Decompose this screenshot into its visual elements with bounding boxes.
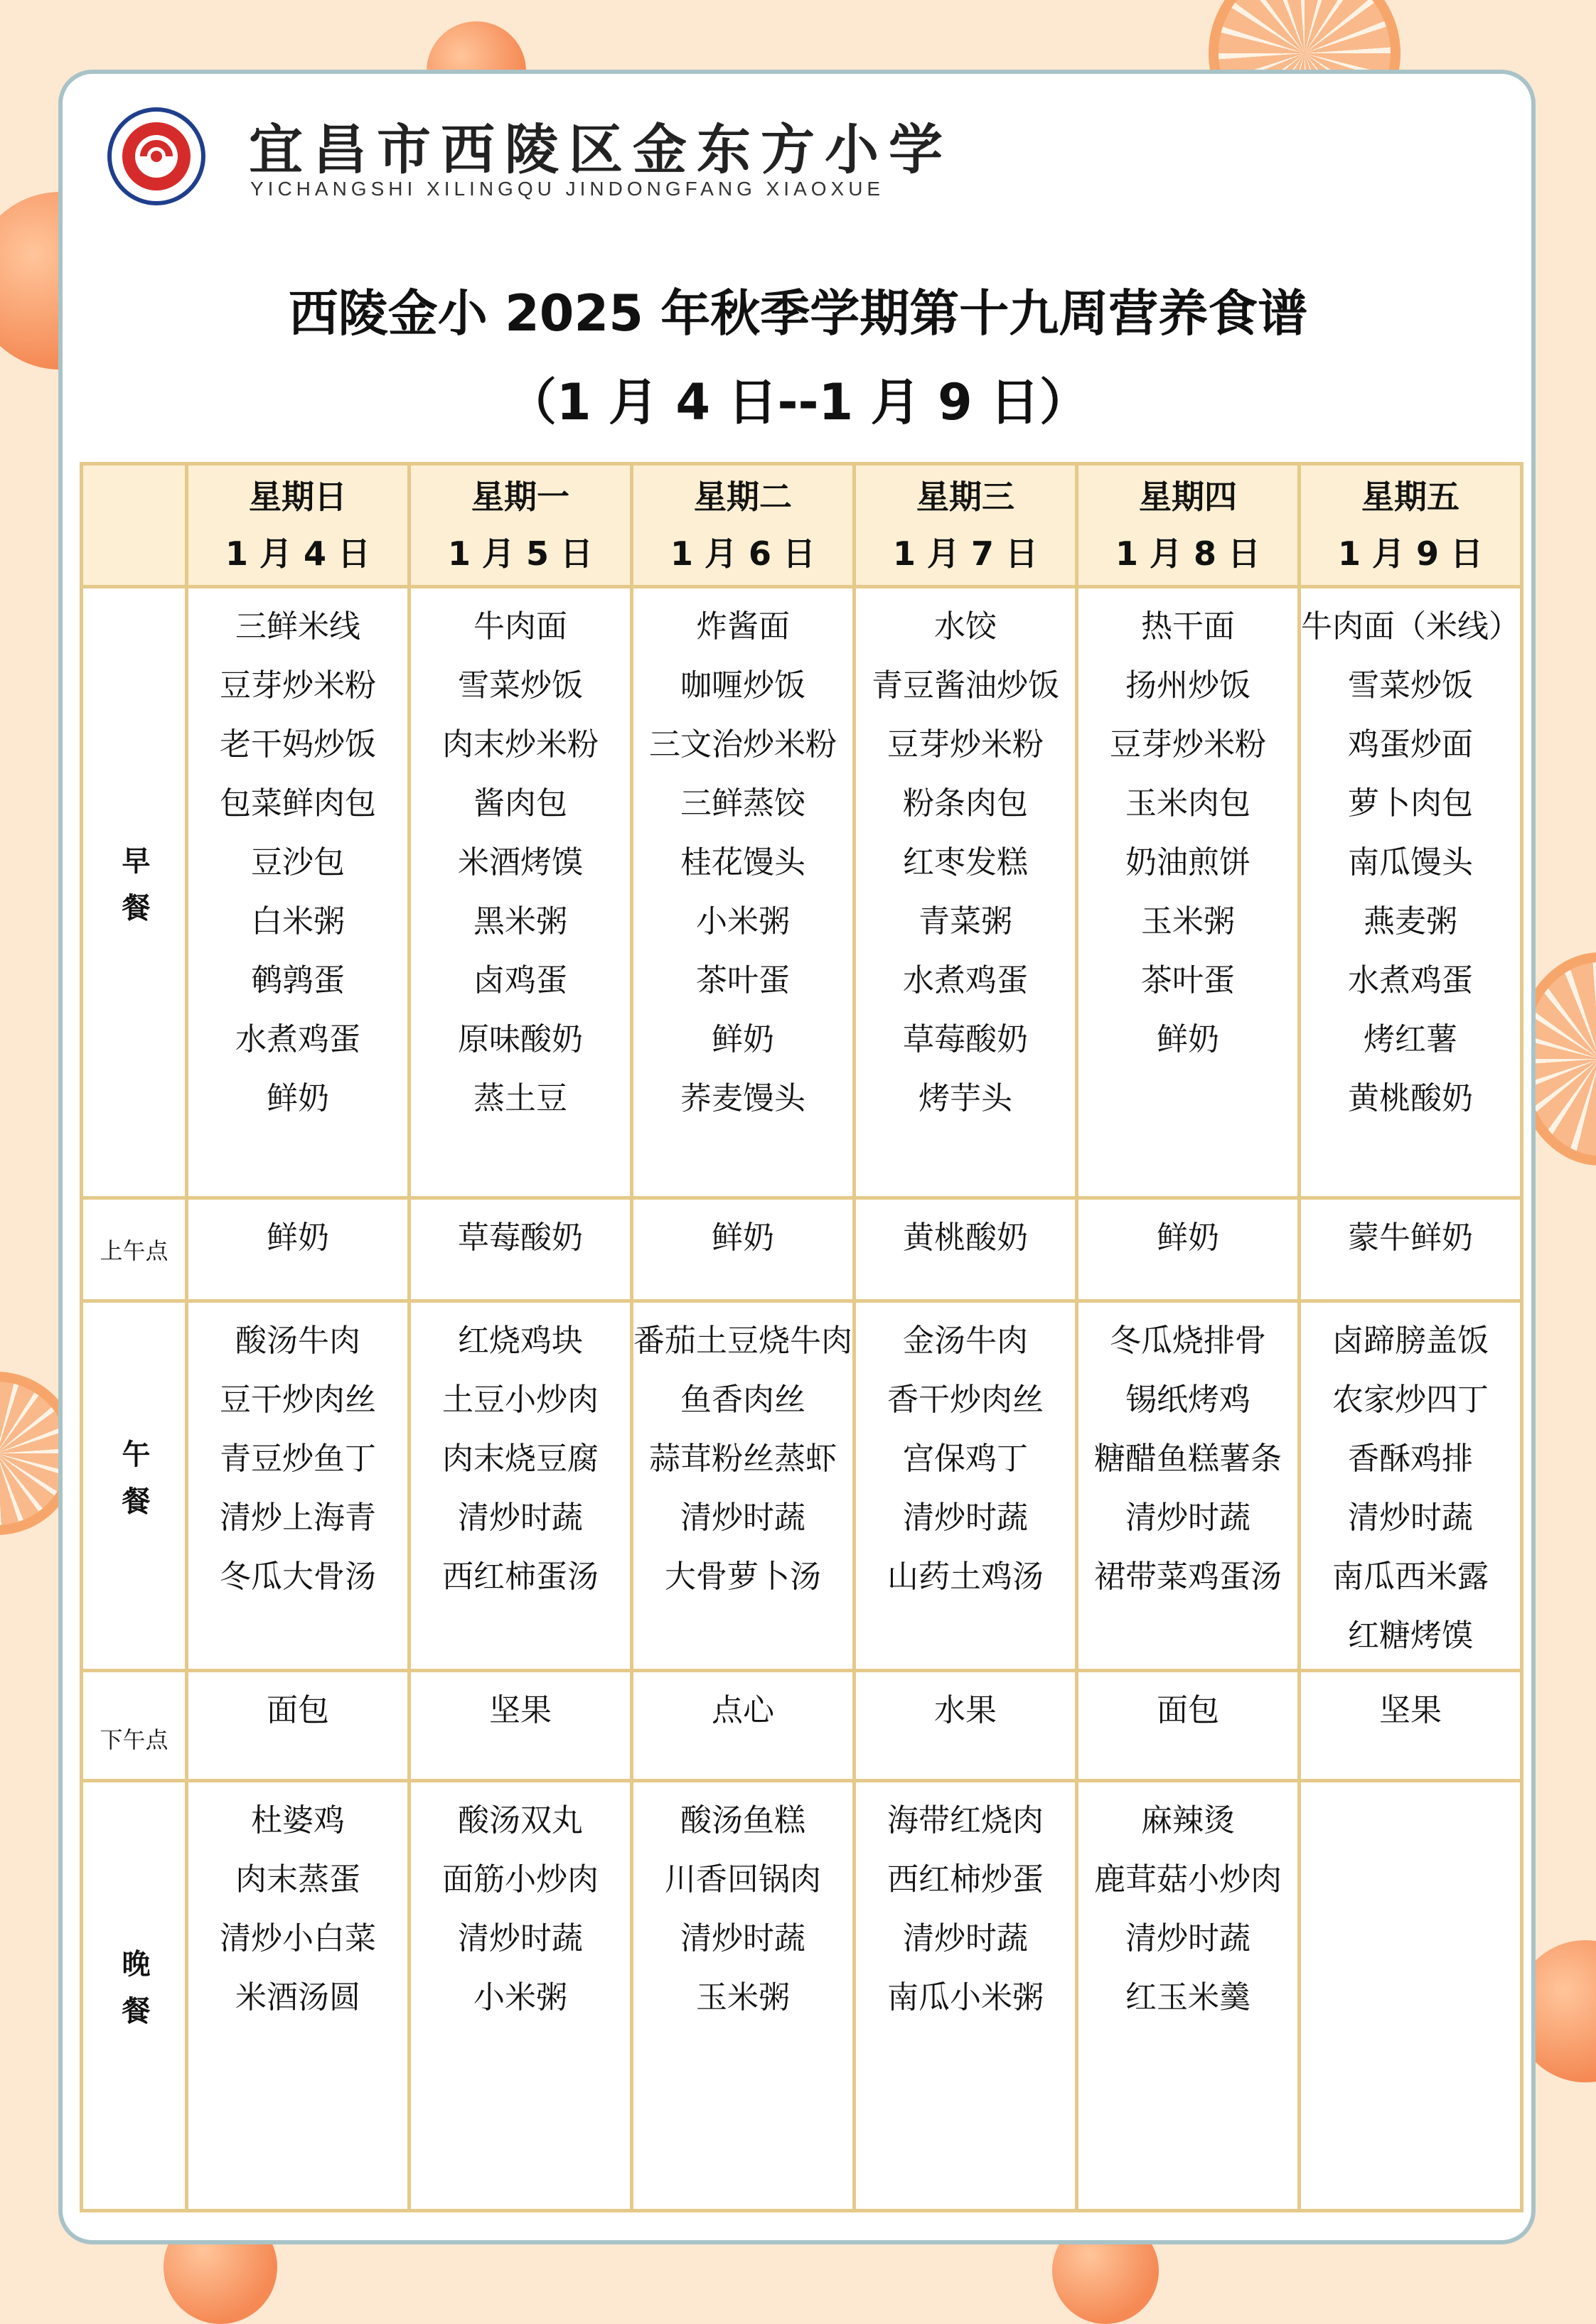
corner-cell [82, 464, 187, 587]
dish-item: 水饺 [934, 608, 997, 645]
dish-item: 肉末炒米粉 [442, 726, 599, 763]
menu-cell [187, 587, 409, 1198]
school-name: 宜昌市西陵区金东方小学 [249, 118, 953, 181]
dish-item: 南瓜小米粥 [887, 1979, 1044, 2016]
dish-item: 雪菜炒饭 [1348, 667, 1473, 704]
dish-item: 清炒时蔬 [680, 1920, 805, 1957]
dish-item: 冬瓜烧排骨 [1110, 1323, 1266, 1359]
dish-item: 清炒时蔬 [1125, 1500, 1250, 1536]
dish-item: 奶油煎饼 [1125, 844, 1250, 881]
meal-label-lunch: 午餐 [82, 1301, 187, 1671]
menu-cell [632, 1671, 855, 1781]
dish-item: 玉米粥 [696, 1979, 790, 2016]
menu-cell [1077, 1781, 1300, 2211]
dish-item: 红烧鸡块 [458, 1323, 583, 1359]
dish-item: 茶叶蛋 [1141, 962, 1235, 999]
dish-item: 烤芋头 [918, 1080, 1012, 1117]
dish-item: 清炒时蔬 [680, 1500, 805, 1536]
dish-item: 面筋小炒肉 [442, 1861, 599, 1898]
dish-item: 牛肉面 [473, 608, 567, 645]
day-header [1077, 464, 1300, 587]
dish-item: 米酒汤圆 [235, 1979, 360, 2016]
dish-item: 清炒时蔬 [903, 1920, 1028, 1957]
dish-item: 水煮鸡蛋 [235, 1021, 360, 1058]
day-header [409, 464, 632, 587]
date: 1 月 5 日 [447, 534, 594, 573]
dish-item: 荞麦馒头 [680, 1080, 805, 1117]
dish-item: 鸡蛋炒面 [1348, 726, 1473, 763]
menu-cell [187, 1301, 409, 1671]
page-title: 西陵金小 2025 年秋季学期第十九周营养食谱 [288, 284, 1308, 343]
dish-item: 麻辣烫 [1141, 1802, 1235, 1839]
menu-cell [855, 1198, 1077, 1301]
date: 1 月 6 日 [670, 534, 816, 573]
dish-item: 炸酱面 [696, 608, 790, 645]
menu-cell [409, 587, 632, 1198]
dish-item: 清炒时蔬 [1125, 1920, 1250, 1957]
dish-item: 豆芽炒米粉 [887, 726, 1044, 763]
dish-item: 玉米肉包 [1125, 785, 1250, 822]
dish-item: 三鲜蒸饺 [680, 785, 805, 822]
dish-item: 红枣发糕 [903, 844, 1028, 881]
dish-item: 卤蹄膀盖饭 [1332, 1323, 1489, 1359]
dish-item: 西红柿炒蛋 [887, 1861, 1044, 1898]
dish-item: 山药土鸡汤 [887, 1559, 1044, 1595]
date: 1 月 7 日 [892, 534, 1039, 573]
weekday: 星期三 [916, 478, 1014, 516]
afternoon-snack-row [82, 1671, 1522, 1781]
menu-cell [187, 1671, 409, 1781]
dish-item: 蒜茸粉丝蒸虾 [649, 1441, 837, 1477]
menu-cell [1300, 1301, 1522, 1671]
dish-item: 豆干炒肉丝 [220, 1382, 376, 1418]
dish-item: 老干妈炒饭 [220, 726, 376, 763]
weekday: 星期日 [249, 478, 347, 516]
dish-item: 清炒上海青 [220, 1500, 376, 1536]
day-header [855, 464, 1077, 587]
dish-item: 茶叶蛋 [696, 962, 790, 999]
breakfast-row [82, 587, 1522, 1198]
dinner-row [82, 1781, 1522, 2211]
dish-item: 黄桃酸奶 [1348, 1080, 1473, 1117]
page-subtitle: （1 月 4 日--1 月 9 日） [506, 373, 1090, 431]
dish-item: 裙带菜鸡蛋汤 [1094, 1559, 1282, 1595]
menu-cell [1300, 1198, 1522, 1301]
dish-item: 宫保鸡丁 [903, 1441, 1028, 1477]
weekday: 星期四 [1139, 478, 1237, 516]
dish-item: 糖醋鱼糕薯条 [1094, 1441, 1282, 1477]
dish-item: 豆芽炒米粉 [220, 667, 376, 704]
menu-cell [409, 1301, 632, 1671]
dish-item: 杜婆鸡 [251, 1802, 345, 1839]
day-header [187, 464, 409, 587]
weekday: 星期一 [471, 478, 569, 516]
menu-cell [855, 1671, 1077, 1781]
dish-item: 牛肉面（米线） [1301, 608, 1520, 645]
dish-item: 米酒烤馍 [458, 844, 583, 881]
dish-item: 包菜鲜肉包 [220, 785, 376, 822]
menu-cell [632, 1781, 855, 2211]
dish-item: 草莓酸奶 [903, 1021, 1028, 1058]
dish-item: 肉末烧豆腐 [442, 1441, 599, 1477]
menu-cell [409, 1198, 632, 1301]
dish-item: 水煮鸡蛋 [1348, 962, 1473, 999]
dish-item: 冬瓜大骨汤 [220, 1559, 376, 1595]
school-logo-icon [107, 107, 206, 206]
dish-item: 小米粥 [473, 1979, 567, 2016]
dish-item: 坚果 [489, 1692, 552, 1728]
dish-item: 萝卜肉包 [1348, 785, 1473, 822]
dish-item: 卤鸡蛋 [473, 962, 567, 999]
dish-item: 坚果 [1379, 1692, 1442, 1728]
dish-item: 农家炒四丁 [1332, 1382, 1489, 1418]
menu-cell [1300, 1671, 1522, 1781]
dish-item: 原味酸奶 [458, 1021, 583, 1058]
date: 1 月 9 日 [1337, 534, 1484, 573]
dish-item: 鹿茸菇小炒肉 [1094, 1861, 1282, 1898]
dish-item: 清炒小白菜 [220, 1920, 376, 1957]
dish-item: 草莓酸奶 [458, 1220, 583, 1256]
dish-item: 粉条肉包 [903, 785, 1028, 822]
dish-item: 青菜粥 [918, 903, 1012, 940]
day-header [632, 464, 855, 587]
menu-cell [409, 1671, 632, 1781]
dish-item: 蒙牛鲜奶 [1348, 1220, 1473, 1256]
weekday: 星期五 [1361, 478, 1460, 516]
dish-item: 豆沙包 [251, 844, 345, 881]
dish-item: 玉米粥 [1141, 903, 1235, 940]
dish-item: 土豆小炒肉 [442, 1382, 599, 1418]
dish-item: 鹌鹑蛋 [251, 962, 345, 999]
dish-item: 清炒时蔬 [458, 1500, 583, 1536]
dish-item: 燕麦粥 [1364, 903, 1457, 940]
menu-cell [1300, 1781, 1522, 2211]
menu-table [80, 462, 1523, 2212]
dish-item: 黑米粥 [473, 903, 567, 940]
lunch-row [82, 1301, 1522, 1671]
school-pinyin: YICHANGSHI XILINGQU JINDONGFANG XIAOXUE [250, 178, 885, 200]
dish-item: 面包 [267, 1692, 329, 1728]
date: 1 月 4 日 [225, 534, 371, 573]
header-row [82, 464, 1522, 587]
menu-cell [855, 1301, 1077, 1671]
menu-cell [632, 1198, 855, 1301]
menu-cell [187, 1198, 409, 1301]
dish-item: 红糖烤馍 [1348, 1618, 1473, 1654]
dish-item: 酸汤牛肉 [235, 1323, 360, 1359]
dish-item: 香酥鸡排 [1348, 1441, 1473, 1477]
dish-item: 鲜奶 [712, 1220, 774, 1256]
dish-item: 金汤牛肉 [903, 1323, 1028, 1359]
dish-item: 小米粥 [696, 903, 790, 940]
dish-item: 水煮鸡蛋 [903, 962, 1028, 999]
date: 1 月 8 日 [1115, 534, 1261, 573]
dish-item: 水果 [934, 1692, 997, 1728]
dish-item: 大骨萝卜汤 [665, 1559, 821, 1595]
dish-item: 鲜奶 [267, 1080, 329, 1117]
menu-cell [855, 1781, 1077, 2211]
dish-item: 酱肉包 [473, 785, 567, 822]
dish-item: 海带红烧肉 [887, 1802, 1044, 1839]
dish-item: 肉末蒸蛋 [235, 1861, 360, 1898]
morning-snack-row [82, 1198, 1522, 1301]
dish-item: 鱼香肉丝 [680, 1382, 805, 1418]
dish-item: 南瓜西米露 [1332, 1559, 1489, 1595]
menu-cell [1077, 1198, 1300, 1301]
dish-item: 南瓜馒头 [1348, 844, 1473, 881]
menu-cell [632, 1301, 855, 1671]
dish-item: 清炒时蔬 [458, 1920, 583, 1957]
dish-item: 锡纸烤鸡 [1125, 1382, 1250, 1418]
dish-item: 鲜奶 [1157, 1220, 1219, 1256]
menu-cell [1077, 587, 1300, 1198]
dish-item: 黄桃酸奶 [903, 1220, 1028, 1256]
menu-cell [409, 1781, 632, 2211]
dish-item: 鲜奶 [712, 1021, 774, 1058]
menu-cell [855, 587, 1077, 1198]
dish-item: 点心 [712, 1692, 774, 1728]
dish-item: 鲜奶 [267, 1220, 329, 1256]
menu-cell [632, 587, 855, 1198]
dish-item: 豆芽炒米粉 [1110, 726, 1266, 763]
meal-label-afternoon-snack: 下午点 [82, 1671, 187, 1781]
dish-item: 红玉米羹 [1125, 1979, 1250, 2016]
day-header [1300, 464, 1522, 587]
dish-item: 酸汤鱼糕 [680, 1802, 805, 1839]
dish-item: 鲜奶 [1157, 1021, 1219, 1058]
dish-item: 香干炒肉丝 [887, 1382, 1044, 1418]
meal-label-morning-snack: 上午点 [82, 1198, 187, 1301]
dish-item: 白米粥 [251, 903, 345, 940]
dish-item: 雪菜炒饭 [458, 667, 583, 704]
dish-item: 清炒时蔬 [903, 1500, 1028, 1536]
weekday: 星期二 [694, 478, 792, 516]
dish-item: 番茄土豆烧牛肉 [633, 1323, 852, 1359]
dish-item: 扬州炒饭 [1125, 667, 1250, 704]
dish-item: 川香回锅肉 [665, 1861, 821, 1898]
dish-item: 桂花馒头 [680, 844, 805, 881]
dish-item: 三鲜米线 [235, 608, 360, 645]
menu-cell [1077, 1301, 1300, 1671]
menu-cell [187, 1781, 409, 2211]
dish-item: 热干面 [1141, 608, 1235, 645]
meal-label-dinner: 晚餐 [82, 1781, 187, 2211]
meal-label-breakfast: 早餐 [82, 587, 187, 1198]
dish-item: 青豆酱油炒饭 [872, 667, 1059, 704]
dish-item: 咖喱炒饭 [680, 667, 805, 704]
dish-item: 青豆炒鱼丁 [220, 1441, 376, 1477]
menu-cell [1077, 1671, 1300, 1781]
menu-cell [1300, 587, 1522, 1198]
dish-item: 烤红薯 [1364, 1021, 1457, 1058]
dish-item: 面包 [1157, 1692, 1219, 1728]
dish-item: 三文治炒米粉 [649, 726, 837, 763]
dish-item: 清炒时蔬 [1348, 1500, 1473, 1536]
dish-item: 酸汤双丸 [458, 1802, 583, 1839]
dish-item: 蒸土豆 [473, 1080, 567, 1117]
dish-item: 西红柿蛋汤 [442, 1559, 599, 1595]
